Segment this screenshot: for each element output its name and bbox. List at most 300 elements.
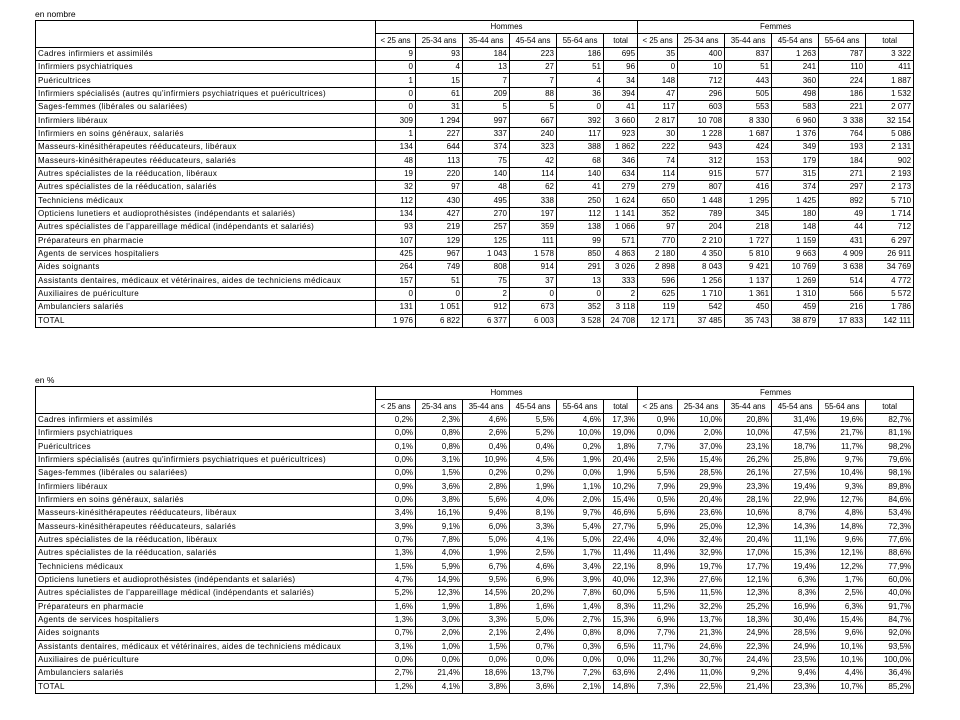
- row-value-cell: 1,2%: [376, 680, 416, 693]
- row-value-cell: 1 228: [678, 127, 725, 140]
- row-value-cell: 2,6%: [463, 427, 510, 440]
- row-value-cell: 7,8%: [557, 587, 604, 600]
- row-value-cell: 2 180: [638, 247, 678, 260]
- row-value-cell: 9,4%: [463, 507, 510, 520]
- row-value-cell: 4,0%: [416, 547, 463, 560]
- row-value-cell: 2,7%: [557, 613, 604, 626]
- row-value-cell: 2,1%: [463, 627, 510, 640]
- row-value-cell: 3,8%: [463, 680, 510, 693]
- row-value-cell: 60,0%: [866, 573, 914, 586]
- table-row: [36, 600, 914, 613]
- table-row: [36, 667, 914, 680]
- row-value-cell: 7: [510, 74, 557, 87]
- column-header: total: [604, 34, 638, 47]
- row-value-cell: 346: [604, 154, 638, 167]
- column-header: 35-44 ans: [725, 34, 772, 47]
- row-value-cell: 26 911: [866, 247, 914, 260]
- row-label: Autres spécialistes de la rééducation, salariés: [36, 547, 376, 560]
- row-value-cell: 11,7%: [638, 640, 678, 653]
- table-row: [36, 413, 914, 426]
- row-value-cell: 0: [376, 61, 416, 74]
- column-header: total: [866, 34, 914, 47]
- row-value-cell: 9,7%: [819, 453, 866, 466]
- row-value-cell: 81,1%: [866, 427, 914, 440]
- row-value-cell: 107: [376, 234, 416, 247]
- row-value-cell: 0,7%: [376, 533, 416, 546]
- row-value-cell: 416: [725, 181, 772, 194]
- row-value-cell: 12,2%: [819, 560, 866, 573]
- row-value-cell: 142 111: [866, 314, 914, 327]
- row-value-cell: 224: [819, 74, 866, 87]
- row-value-cell: 51: [557, 61, 604, 74]
- row-value-cell: 68: [557, 154, 604, 167]
- row-value-cell: 18,6%: [463, 667, 510, 680]
- row-value-cell: 603: [678, 101, 725, 114]
- row-value-cell: 1,5%: [376, 560, 416, 573]
- row-value-cell: 6 822: [416, 314, 463, 327]
- row-value-cell: 0,7%: [376, 627, 416, 640]
- row-label: Auxiliaires de puériculture: [36, 287, 376, 300]
- row-value-cell: 35 743: [725, 314, 772, 327]
- row-value-cell: 1 425: [772, 194, 819, 207]
- row-value-cell: 2 898: [638, 261, 678, 274]
- row-label: Cadres infirmiers et assimilés: [36, 47, 376, 60]
- row-value-cell: 6,3%: [772, 573, 819, 586]
- row-value-cell: 3 338: [819, 114, 866, 127]
- row-label: Préparateurs en pharmacie: [36, 234, 376, 247]
- row-value-cell: 3 322: [866, 47, 914, 60]
- row-value-cell: 17 833: [819, 314, 866, 327]
- row-value-cell: 219: [416, 221, 463, 234]
- row-value-cell: 309: [376, 114, 416, 127]
- row-value-cell: 2,5%: [819, 587, 866, 600]
- row-label: Autres spécialistes de la rééducation, libéraux: [36, 167, 376, 180]
- row-value-cell: 93: [376, 221, 416, 234]
- row-value-cell: 24,6%: [678, 640, 725, 653]
- row-value-cell: 17,0%: [725, 547, 772, 560]
- row-value-cell: 0,3%: [557, 640, 604, 653]
- row-value-cell: 0,0%: [376, 453, 416, 466]
- row-value-cell: 37,0%: [678, 440, 725, 453]
- row-value-cell: 1 256: [678, 274, 725, 287]
- row-value-cell: 12,7%: [819, 493, 866, 506]
- header-blank-cell: [36, 387, 376, 400]
- row-value-cell: 0,0%: [416, 653, 463, 666]
- row-value-cell: 117: [638, 101, 678, 114]
- row-value-cell: 84,6%: [866, 493, 914, 506]
- row-value-cell: 1,3%: [376, 613, 416, 626]
- row-value-cell: 4,6%: [510, 560, 557, 573]
- row-value-cell: 24,4%: [725, 653, 772, 666]
- row-value-cell: 427: [416, 207, 463, 220]
- row-value-cell: 153: [725, 154, 772, 167]
- row-label: Infirmiers en soins généraux, salariés: [36, 127, 376, 140]
- row-value-cell: 13,7%: [510, 667, 557, 680]
- row-value-cell: 5,5%: [510, 413, 557, 426]
- row-value-cell: 3,3%: [463, 613, 510, 626]
- table-row: [36, 167, 914, 180]
- row-value-cell: 9 663: [772, 247, 819, 260]
- section-title-count: en nombre: [35, 9, 76, 19]
- table-row: [36, 61, 914, 74]
- row-value-cell: 12,3%: [725, 520, 772, 533]
- row-value-cell: 8,3%: [772, 587, 819, 600]
- row-value-cell: 4 772: [866, 274, 914, 287]
- row-value-cell: 338: [510, 194, 557, 207]
- row-value-cell: 14,3%: [772, 520, 819, 533]
- row-value-cell: 22,1%: [604, 560, 638, 573]
- row-label: Préparateurs en pharmacie: [36, 600, 376, 613]
- row-value-cell: 8,3%: [604, 600, 638, 613]
- row-value-cell: 264: [376, 261, 416, 274]
- row-value-cell: 25,0%: [678, 520, 725, 533]
- row-value-cell: 179: [772, 154, 819, 167]
- row-value-cell: 14,5%: [463, 587, 510, 600]
- row-value-cell: 13: [557, 274, 604, 287]
- row-value-cell: 82,7%: [866, 413, 914, 426]
- row-value-cell: 1 043: [463, 247, 510, 260]
- row-value-cell: 11,4%: [604, 547, 638, 560]
- row-value-cell: 359: [510, 221, 557, 234]
- row-value-cell: 1 051: [416, 301, 463, 314]
- row-value-cell: 4 350: [678, 247, 725, 260]
- row-value-cell: 138: [557, 221, 604, 234]
- column-header: 25-34 ans: [416, 400, 463, 413]
- row-value-cell: 11,0%: [678, 667, 725, 680]
- row-value-cell: 2,0%: [678, 427, 725, 440]
- group-header-row: [36, 387, 914, 400]
- row-value-cell: 424: [725, 141, 772, 154]
- row-value-cell: 28,5%: [678, 467, 725, 480]
- row-value-cell: 902: [866, 154, 914, 167]
- row-value-cell: 514: [819, 274, 866, 287]
- row-value-cell: 12,3%: [725, 587, 772, 600]
- row-value-cell: 30,4%: [772, 613, 819, 626]
- row-value-cell: 997: [463, 114, 510, 127]
- row-value-cell: 2,4%: [510, 627, 557, 640]
- row-value-cell: 967: [416, 247, 463, 260]
- column-header: total: [604, 400, 638, 413]
- row-value-cell: 749: [416, 261, 463, 274]
- row-value-cell: 6,7%: [463, 560, 510, 573]
- row-value-cell: 0,0%: [557, 653, 604, 666]
- column-header: 45-54 ans: [510, 34, 557, 47]
- row-value-cell: 92,0%: [866, 627, 914, 640]
- row-value-cell: 14,8%: [819, 520, 866, 533]
- row-value-cell: 1,7%: [557, 547, 604, 560]
- row-value-cell: 2,0%: [557, 493, 604, 506]
- row-label: Assistants dentaires, médicaux et vétérinaires, aides de techniciens médicaux: [36, 274, 376, 287]
- row-value-cell: 27,5%: [772, 467, 819, 480]
- row-value-cell: 1,8%: [463, 600, 510, 613]
- row-value-cell: 15: [416, 74, 463, 87]
- column-header: 55-64 ans: [557, 34, 604, 47]
- row-value-cell: 34: [604, 74, 638, 87]
- row-value-cell: 10,0%: [678, 413, 725, 426]
- row-value-cell: 119: [638, 301, 678, 314]
- row-value-cell: 3,1%: [376, 640, 416, 653]
- row-value-cell: 10 708: [678, 114, 725, 127]
- row-value-cell: 5,5%: [638, 467, 678, 480]
- row-label: TOTAL: [36, 680, 376, 693]
- row-value-cell: 9: [376, 47, 416, 60]
- row-value-cell: 184: [819, 154, 866, 167]
- row-value-cell: 22,3%: [725, 640, 772, 653]
- row-value-cell: 2 131: [866, 141, 914, 154]
- column-header: 45-54 ans: [772, 400, 819, 413]
- row-value-cell: 0,0%: [376, 493, 416, 506]
- row-value-cell: 10 769: [772, 261, 819, 274]
- row-value-cell: 47: [638, 87, 678, 100]
- row-value-cell: 634: [604, 167, 638, 180]
- row-value-cell: 19: [376, 167, 416, 180]
- row-value-cell: 3 026: [604, 261, 638, 274]
- row-value-cell: 2 077: [866, 101, 914, 114]
- row-value-cell: 1,5%: [416, 467, 463, 480]
- row-value-cell: 583: [772, 101, 819, 114]
- row-value-cell: 1 066: [604, 221, 638, 234]
- row-value-cell: 15,4%: [678, 453, 725, 466]
- row-value-cell: 19,4%: [772, 480, 819, 493]
- row-value-cell: 209: [463, 87, 510, 100]
- row-value-cell: 2,8%: [463, 480, 510, 493]
- row-value-cell: 8,1%: [510, 507, 557, 520]
- column-header: 25-34 ans: [678, 34, 725, 47]
- row-value-cell: 62: [510, 181, 557, 194]
- row-value-cell: 0: [376, 101, 416, 114]
- row-value-cell: 789: [678, 207, 725, 220]
- row-value-cell: 6,5%: [604, 640, 638, 653]
- row-value-cell: 0: [416, 287, 463, 300]
- row-value-cell: 349: [772, 141, 819, 154]
- row-value-cell: 19,7%: [678, 560, 725, 573]
- row-value-cell: 32,2%: [678, 600, 725, 613]
- row-value-cell: 227: [416, 127, 463, 140]
- row-value-cell: 0,0%: [376, 467, 416, 480]
- row-value-cell: 186: [557, 47, 604, 60]
- row-value-cell: 315: [772, 167, 819, 180]
- percent-table: [35, 386, 914, 694]
- row-value-cell: 1 295: [725, 194, 772, 207]
- row-value-cell: 36,4%: [866, 667, 914, 680]
- row-value-cell: 450: [725, 301, 772, 314]
- row-value-cell: 10,0%: [725, 427, 772, 440]
- table-row: [36, 141, 914, 154]
- table-row: [36, 613, 914, 626]
- row-label: Autres spécialistes de l'appareillage médical (indépendants et salariés): [36, 587, 376, 600]
- row-value-cell: 25,8%: [772, 453, 819, 466]
- row-value-cell: 4,4%: [819, 667, 866, 680]
- row-value-cell: 6,3%: [819, 600, 866, 613]
- row-value-cell: 16,9%: [772, 600, 819, 613]
- table-row: [36, 247, 914, 260]
- row-value-cell: 3,6%: [510, 680, 557, 693]
- row-value-cell: 77,9%: [866, 560, 914, 573]
- table-row: [36, 47, 914, 60]
- row-value-cell: 44: [819, 221, 866, 234]
- row-value-cell: 22,5%: [678, 680, 725, 693]
- row-value-cell: 2,4%: [638, 667, 678, 680]
- row-value-cell: 79,6%: [866, 453, 914, 466]
- row-value-cell: 220: [416, 167, 463, 180]
- row-value-cell: 712: [866, 221, 914, 234]
- row-value-cell: 31,4%: [772, 413, 819, 426]
- row-value-cell: 223: [510, 47, 557, 60]
- row-value-cell: 0,8%: [416, 427, 463, 440]
- row-value-cell: 3,9%: [376, 520, 416, 533]
- row-value-cell: 9,2%: [725, 667, 772, 680]
- row-label: Ambulanciers salariés: [36, 667, 376, 680]
- row-value-cell: 6,9%: [638, 613, 678, 626]
- row-value-cell: 4,6%: [557, 413, 604, 426]
- row-value-cell: 1 862: [604, 141, 638, 154]
- row-label: Masseurs-kinésithérapeutes rééducateurs, libéraux: [36, 507, 376, 520]
- row-value-cell: 1,9%: [463, 547, 510, 560]
- row-value-cell: 8,9%: [638, 560, 678, 573]
- row-value-cell: 2,5%: [638, 453, 678, 466]
- row-value-cell: 2,5%: [510, 547, 557, 560]
- row-value-cell: 323: [510, 141, 557, 154]
- row-value-cell: 5 086: [866, 127, 914, 140]
- row-value-cell: 770: [638, 234, 678, 247]
- table-row: [36, 181, 914, 194]
- row-value-cell: 3,4%: [557, 560, 604, 573]
- row-value-cell: 9,5%: [463, 573, 510, 586]
- column-header: total: [866, 400, 914, 413]
- row-value-cell: 5 572: [866, 287, 914, 300]
- row-value-cell: 400: [678, 47, 725, 60]
- row-value-cell: 667: [510, 114, 557, 127]
- table-row: [36, 573, 914, 586]
- row-label: Opticiens lunetiers et audioprothésistes (indépendants et salariés): [36, 573, 376, 586]
- row-value-cell: 1 687: [725, 127, 772, 140]
- row-value-cell: 27,7%: [604, 520, 638, 533]
- row-value-cell: 0,9%: [376, 480, 416, 493]
- row-value-cell: 6,9%: [510, 573, 557, 586]
- row-value-cell: 93,5%: [866, 640, 914, 653]
- row-value-cell: 134: [376, 141, 416, 154]
- row-value-cell: 943: [678, 141, 725, 154]
- row-value-cell: 1,9%: [416, 600, 463, 613]
- row-value-cell: 9,6%: [819, 627, 866, 640]
- row-value-cell: 0: [557, 101, 604, 114]
- row-value-cell: 204: [678, 221, 725, 234]
- table-row: [36, 194, 914, 207]
- row-value-cell: 837: [725, 47, 772, 60]
- row-value-cell: 3,0%: [416, 613, 463, 626]
- row-value-cell: 157: [376, 274, 416, 287]
- row-value-cell: 495: [463, 194, 510, 207]
- row-value-cell: 0,4%: [510, 440, 557, 453]
- row-value-cell: 271: [819, 167, 866, 180]
- row-value-cell: 24 708: [604, 314, 638, 327]
- row-value-cell: 29,9%: [678, 480, 725, 493]
- row-value-cell: 186: [819, 87, 866, 100]
- row-value-cell: 0,0%: [463, 653, 510, 666]
- row-value-cell: 411: [866, 61, 914, 74]
- row-value-cell: 0,2%: [376, 413, 416, 426]
- row-value-cell: 46,6%: [604, 507, 638, 520]
- row-value-cell: 48: [463, 181, 510, 194]
- row-value-cell: 1 710: [678, 287, 725, 300]
- row-value-cell: 18,7%: [772, 440, 819, 453]
- row-value-cell: 5,0%: [510, 613, 557, 626]
- row-value-cell: 96: [604, 61, 638, 74]
- row-value-cell: 10,4%: [819, 467, 866, 480]
- row-value-cell: 3 638: [819, 261, 866, 274]
- row-value-cell: 72,3%: [866, 520, 914, 533]
- header-blank-cell: [36, 34, 376, 47]
- table-row: [36, 627, 914, 640]
- table-row: [36, 467, 914, 480]
- row-value-cell: 0,2%: [510, 467, 557, 480]
- row-value-cell: 2,0%: [416, 627, 463, 640]
- row-value-cell: 9,1%: [416, 520, 463, 533]
- row-value-cell: 19,6%: [819, 413, 866, 426]
- row-value-cell: 3,1%: [416, 453, 463, 466]
- row-value-cell: 914: [510, 261, 557, 274]
- row-value-cell: 23,3%: [772, 680, 819, 693]
- column-header: 25-34 ans: [678, 400, 725, 413]
- row-value-cell: 11,1%: [772, 533, 819, 546]
- row-value-cell: 1 376: [772, 127, 819, 140]
- row-value-cell: 10,7%: [819, 680, 866, 693]
- row-value-cell: 0: [557, 287, 604, 300]
- row-value-cell: 279: [604, 181, 638, 194]
- row-value-cell: 111: [510, 234, 557, 247]
- row-value-cell: 140: [463, 167, 510, 180]
- row-value-cell: 114: [510, 167, 557, 180]
- row-value-cell: 28,5%: [772, 627, 819, 640]
- row-label: Infirmiers spécialisés (autres qu'infirmiers psychiatriques et puéricultrices): [36, 453, 376, 466]
- row-value-cell: 32,4%: [678, 533, 725, 546]
- row-value-cell: 1,6%: [376, 600, 416, 613]
- row-value-cell: 84,7%: [866, 613, 914, 626]
- row-value-cell: 505: [725, 87, 772, 100]
- row-value-cell: 38 879: [772, 314, 819, 327]
- row-value-cell: 4,0%: [510, 493, 557, 506]
- row-value-cell: 113: [416, 154, 463, 167]
- row-label: Sages-femmes (libérales ou salariées): [36, 101, 376, 114]
- row-value-cell: 51: [416, 274, 463, 287]
- row-value-cell: 4: [557, 74, 604, 87]
- row-value-cell: 75: [463, 274, 510, 287]
- count-table: [35, 20, 914, 328]
- row-value-cell: 4,5%: [510, 453, 557, 466]
- column-header: 35-44 ans: [463, 34, 510, 47]
- table-row: [36, 640, 914, 653]
- row-value-cell: 222: [638, 141, 678, 154]
- table-row: [36, 301, 914, 314]
- row-value-cell: 21,7%: [819, 427, 866, 440]
- row-value-cell: 32 154: [866, 114, 914, 127]
- row-value-cell: 12,3%: [638, 573, 678, 586]
- row-value-cell: 2 210: [678, 234, 725, 247]
- row-label: Aides soignants: [36, 627, 376, 640]
- row-value-cell: 23,1%: [725, 440, 772, 453]
- row-value-cell: 193: [819, 141, 866, 154]
- row-value-cell: 0,4%: [463, 440, 510, 453]
- row-value-cell: 11,2%: [638, 600, 678, 613]
- row-value-cell: 5 810: [725, 247, 772, 260]
- row-value-cell: 7,7%: [638, 627, 678, 640]
- row-value-cell: 6,0%: [463, 520, 510, 533]
- row-label: Aides soignants: [36, 261, 376, 274]
- row-value-cell: 27: [510, 61, 557, 74]
- table-row: [36, 74, 914, 87]
- row-value-cell: 77,6%: [866, 533, 914, 546]
- row-value-cell: 0: [638, 61, 678, 74]
